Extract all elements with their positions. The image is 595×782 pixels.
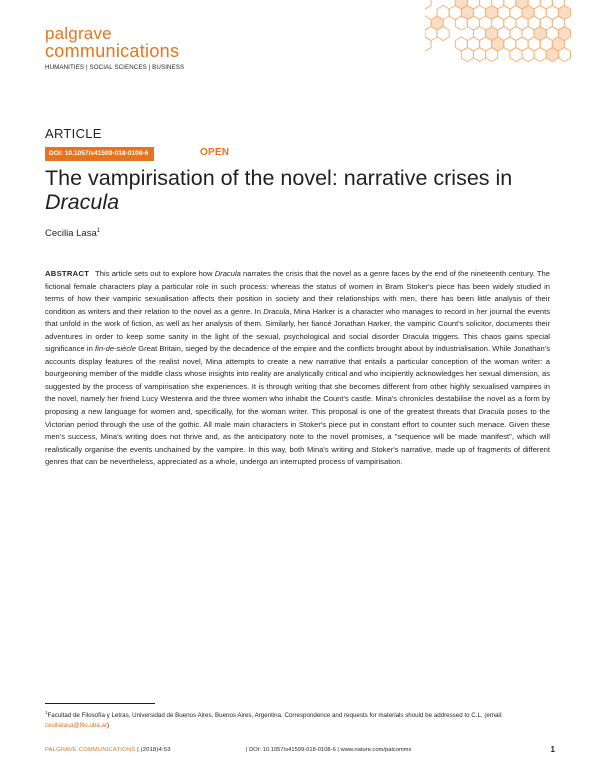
page-number: 1: [550, 745, 555, 754]
brand-subtitle: HUMANITIES | SOCIAL SCIENCES | BUSINESS: [45, 64, 185, 71]
title-main: The vampirisation of the novel: narrative crises in: [45, 166, 513, 190]
article-type-label: ARTICLE: [45, 126, 102, 141]
abstract-label: ABSTRACT: [45, 269, 90, 278]
footnote-text: Facultad de Filosofía y Letras, Universidad de Buenos Aires, Buenos Aires, Argentina. Correspondence and requests for materials should be addressed to C.L. (email:: [47, 712, 503, 720]
hexagon-shape: [425, 0, 431, 9]
open-access-badge: OPEN: [200, 147, 230, 158]
hexagon-shape: [540, 0, 552, 9]
abstract-text-run: Great Britain, sieged by the decadence of the empire and the conflicts brought about by industrialisation. While Jonathan's accounts display features of the realist novel, Mina attempts to create a new narrative that entails a particular conception of the woman writer: a bourgeoning member of the middle class whose insights into reality are analytically critical and who incipiently acknowledges her sexual dimension, as suggested by the process of vampirisation she experiences. It is through writing that she becomes different from other highly sexualised vampires in the novel, namely her friend Lucy Westenra and the three women who inhabit the Count's castle. Mina's chronicles destabilise the novel as a form by proposing a new language for women and, specifically, for the woman writer. This proposal is one of the greatest threats that: [45, 344, 550, 417]
brand-communications: communications: [45, 41, 180, 61]
footer-journal: [45, 747, 171, 753]
brand-palgrave: palgrave: [45, 24, 112, 43]
abstract-italic-term: Dracula: [214, 269, 241, 278]
abstract-italic-term: Dracula: [263, 306, 290, 316]
footnote-close: ): [107, 722, 110, 730]
author-line[interactable]: [45, 228, 100, 239]
hexagon-shape: [461, 48, 473, 62]
hexagon-shape: [474, 48, 486, 62]
abstract-italic-term: fin-de-siècle: [95, 344, 136, 354]
correspondence-email-link[interactable]: cecilialasa@filo.uba.ar: [45, 722, 107, 730]
footer-doi-link[interactable]: | DOI: 10.1057/s41599-018-0108-6 | www.nature.com/palcomms: [246, 747, 412, 753]
doi-badge[interactable]: DOI: 10.1057/s41599-018-0108-6: [45, 147, 154, 161]
author-name[interactable]: Cecilia Lasa: [45, 228, 97, 240]
abstract-text-run: This article sets out to explore how: [95, 269, 215, 278]
footnote-mark: 1: [45, 710, 48, 715]
abstract-text-run: , Mina Harker is a character who manages to record in her journal the events that unfold in the work of fiction, as well as her analysis of them. Similarly, her fiancé Jonathan Harker, the vampiric Count's solicitor, documents their adventures in order to keep some sanity in the light of the sexual, psychological and social disorder Dracula triggers. This chaos gains special significance in: [45, 306, 550, 354]
footnote-rule: [45, 703, 155, 704]
hexagon-shape: [534, 48, 546, 62]
title-italic: Dracula: [45, 190, 120, 214]
hexagon-shape: [522, 48, 534, 62]
affiliation-footnote: [45, 708, 555, 731]
footer-journal-name: PALGRAVE COMMUNICATIONS: [45, 747, 136, 753]
author-affiliation-mark: 1: [96, 228, 101, 234]
hexagon-shape: [558, 48, 570, 62]
abstract-text-run: poses to the Victorian period through the use of the gothic. All male main characters in Stoker's piece put in constant effort to counter such menace. Given these men's success, Mina's writing does not thrive and, as the anticipatory note to the novel promises, a "sequence will be made manifest", which will realistically organise the events unchained by the vampire. In this way, both Mina's writing and Stoker's narrative, made up of fragments of different genres that can be nevertheless, appreciated as a whole, undergo an interrupted process of vampirisation.: [45, 407, 551, 467]
abstract-body: [45, 269, 550, 466]
hexagon-pattern-decoration: [425, 0, 595, 62]
abstract-text-run: narrates the crisis that the novel as a genre faces by the end of the nineteenth century. The fictional female characters play a particular role in such process: whereas the status of women in Bram Stoker's piece has been widely studied in terms of how their vampiric sexualisation affects their position in society and their relationships with men, there has been little analysis of their condition as writers and their relation to the novel as a genre. In: [45, 269, 550, 316]
hexagon-shape: [455, 16, 467, 30]
hexagon-shape: [437, 27, 449, 41]
hexagon-shape: [425, 37, 431, 51]
hexagon-shape: [486, 48, 498, 62]
hexagon-shape: [510, 48, 522, 62]
hexagon-shape: [504, 0, 516, 9]
footer-year: | (2018)4:53: [135, 747, 171, 753]
article-title: [45, 166, 555, 214]
abstract-italic-term: Dracula: [478, 407, 505, 417]
page-footer: [45, 745, 555, 757]
journal-logo: [45, 26, 184, 71]
hexagon-shape: [546, 48, 558, 62]
abstract-paragraph: [45, 268, 550, 469]
